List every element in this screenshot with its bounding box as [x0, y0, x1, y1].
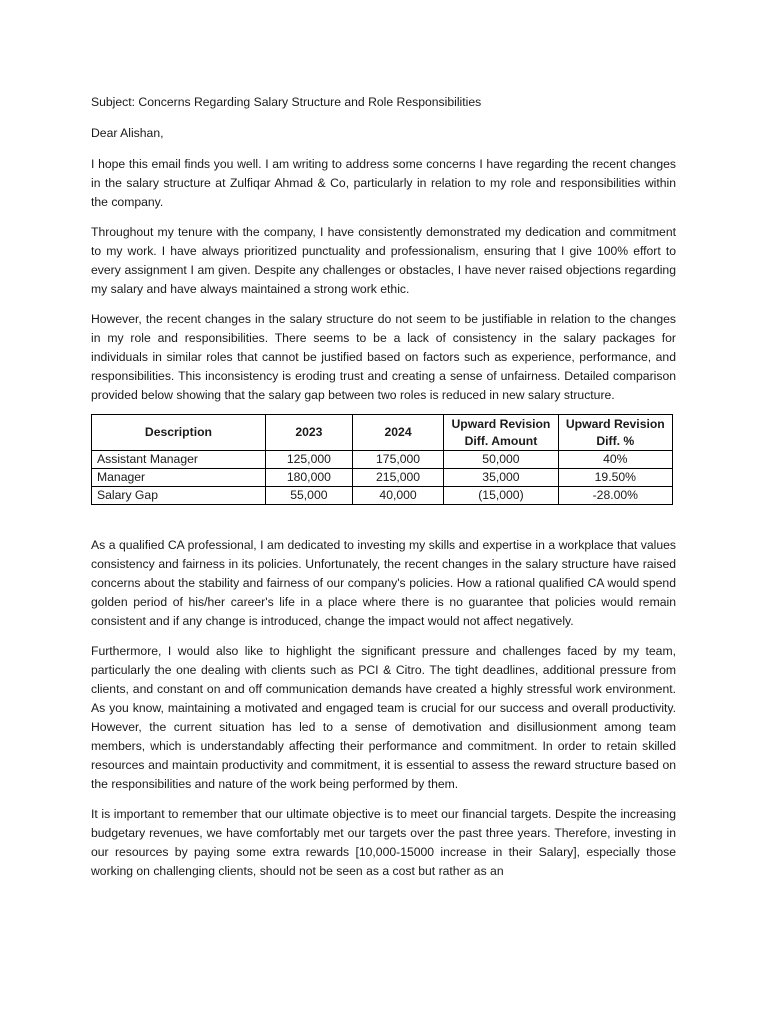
- cell-diff-percent: 40%: [558, 451, 672, 469]
- header-diff-amount: Upward Revision Diff. Amount: [444, 415, 558, 451]
- paragraph-team-pressure: Furthermore, I would also like to highlight the significant pressure and challenges faced by my team, particularly the one dealing with clients such as PCI & Citro. The tight deadlines, additional pressure from clients, and constant on and off communication demands have created a highly stressful work environment. As you know, maintaining a motivated and engaged team is crucial for our success and overall productivity. However, the current situation has led to a sense of demotivation and disillusionment among team members, which is understandably affecting their performance and commitment. In order to retain skilled resources and maintain productivity and commitment, it is essential to assess the reward structure based on the responsibilities and nature of the work being performed by them.: [91, 644, 676, 791]
- header-2023: 2023: [265, 415, 352, 451]
- cell-diff-percent: 19.50%: [558, 469, 672, 487]
- paragraph-intro: I hope this email finds you well. I am writing to address some concerns I have regarding the recent changes in the salary structure at Zulfiqar Ahmad & Co, particularly in relation to my role and responsibilities within the company.: [91, 157, 676, 209]
- cell-description: Salary Gap: [92, 487, 266, 505]
- cell-diff-percent: -28.00%: [558, 487, 672, 505]
- header-diff-percent: Upward Revision Diff. %: [558, 415, 672, 451]
- table-row: [92, 487, 673, 505]
- table-header-row: [92, 415, 673, 451]
- cell-2024: 175,000: [352, 451, 443, 469]
- header-2024: 2024: [352, 415, 443, 451]
- letter-body: [91, 93, 676, 892]
- salary-comparison-table: [91, 414, 673, 505]
- cell-2023: 180,000: [265, 469, 352, 487]
- table-row: [92, 469, 673, 487]
- cell-diff-amount: 35,000: [444, 469, 558, 487]
- cell-diff-amount: 50,000: [444, 451, 558, 469]
- paragraph-salary-structure: However, the recent changes in the salary structure do not seem to be justifiable in relation to the changes in my role and responsibilities. There seems to be a lack of consistency in the salary packages for individuals in similar roles that cannot be justified based on factors such as experience, performance, and responsibilities. This inconsistency is eroding trust and creating a sense of unfairness. Detailed comparison provided below showing that the salary gap between two roles is reduced in new salary structure.: [91, 312, 676, 402]
- greeting: Dear Alishan,: [91, 126, 164, 140]
- paragraph-dedication: Throughout my tenure with the company, I have consistently demonstrated my dedication and commitment to my work. I have always prioritized punctuality and professionalism, ensuring that I give 100% effort to every assignment I am given. Despite any challenges or obstacles, I have never raised objections regarding my salary and have always maintained a strong work ethic.: [91, 225, 676, 296]
- header-description: Description: [92, 415, 266, 451]
- cell-description: Manager: [92, 469, 266, 487]
- cell-2024: 215,000: [352, 469, 443, 487]
- cell-2023: 125,000: [265, 451, 352, 469]
- cell-diff-amount: (15,000): [444, 487, 558, 505]
- paragraph-qualified-ca: As a qualified CA professional, I am dedicated to investing my skills and expertise in a workplace that values consistency and fairness in its policies. Unfortunately, the recent changes in the salary structure have raised concerns about the stability and fairness of our company's policies. How a rational qualified CA would spend golden period of his/her career's life in a place where there is no guarantee that policies would remain consistent and if any change is introduced, change the impact would not affect negatively.: [91, 538, 676, 628]
- table-row: [92, 451, 673, 469]
- cell-2024: 40,000: [352, 487, 443, 505]
- subject-line: Subject: Concerns Regarding Salary Structure and Role Responsibilities: [91, 95, 482, 109]
- cell-description: Assistant Manager: [92, 451, 266, 469]
- paragraph-financial-targets: It is important to remember that our ultimate objective is to meet our financial targets. Despite the increasing budgetary revenues, we have comfortably met our targets over the past three years. Therefore, investing in our resources by paying some extra rewards [10,000-15000 increase in their Salary], especially those working on challenging clients, should not be seen as a cost but rather as an: [91, 807, 676, 878]
- cell-2023: 55,000: [265, 487, 352, 505]
